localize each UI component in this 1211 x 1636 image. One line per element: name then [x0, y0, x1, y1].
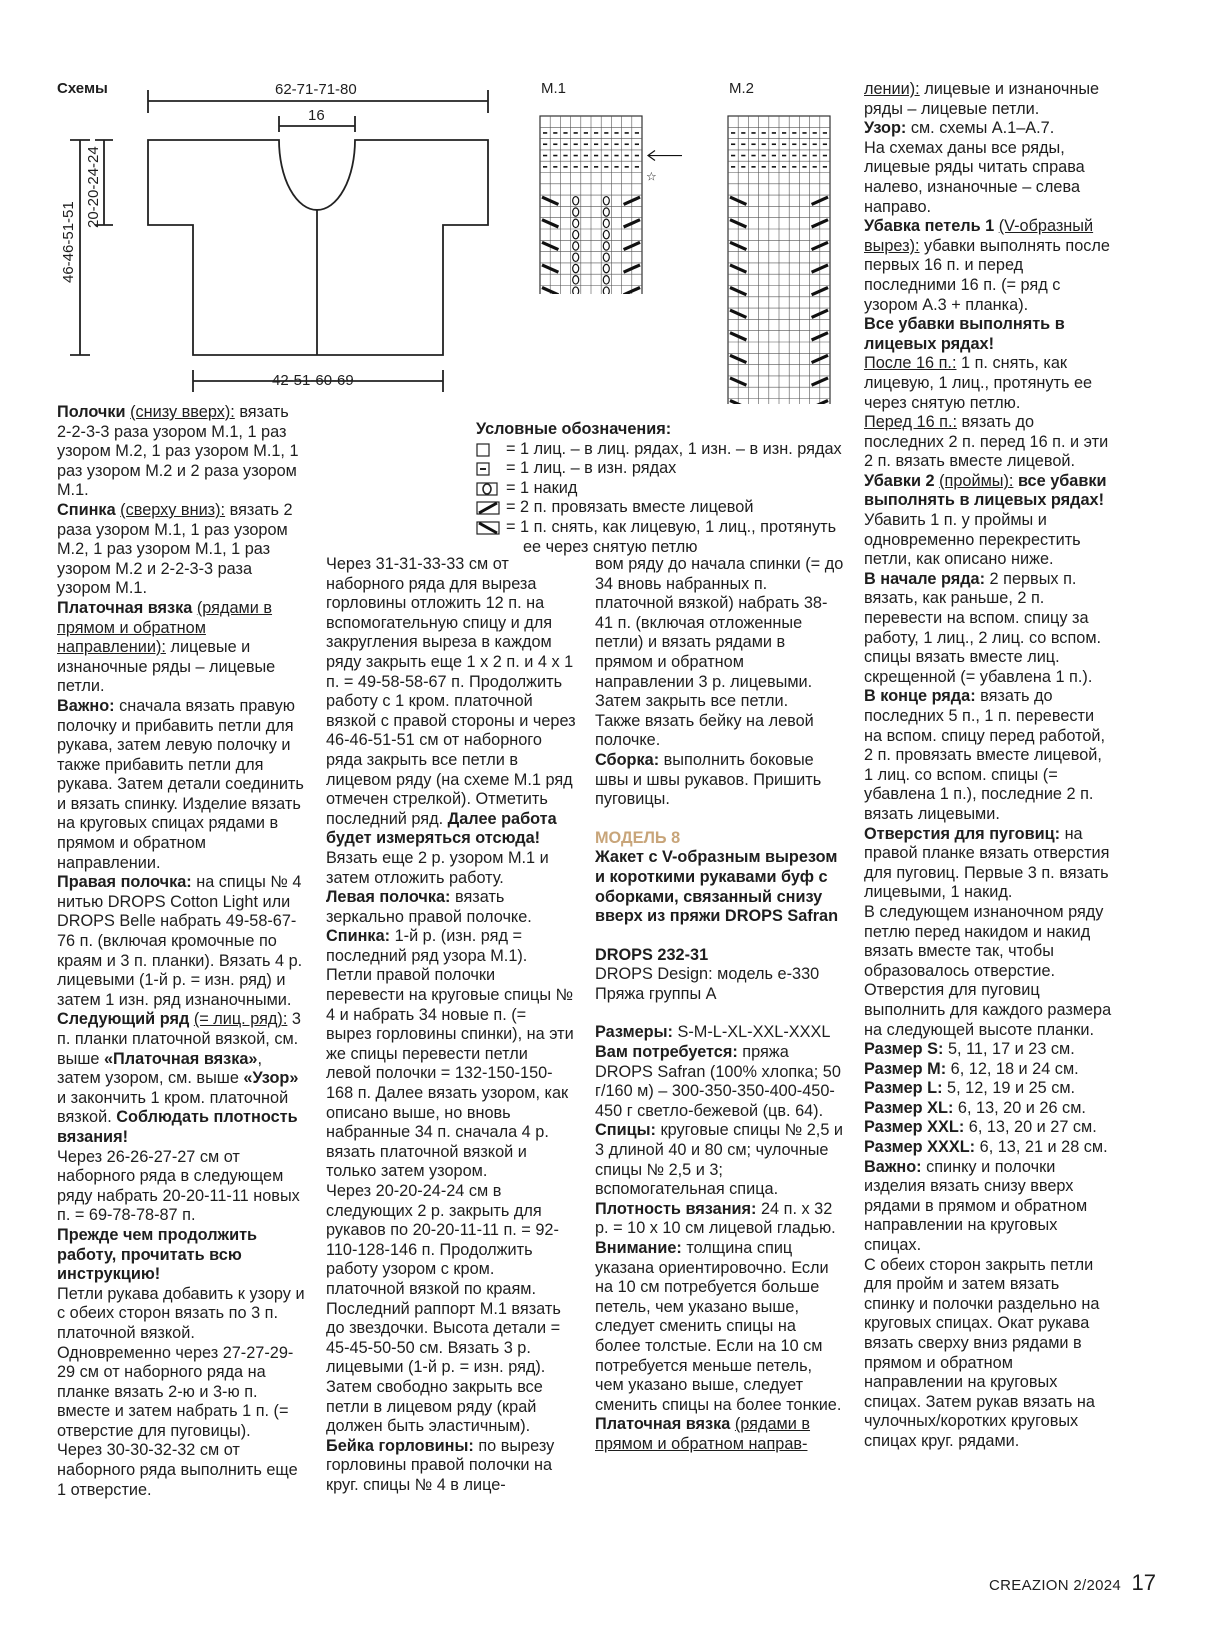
- model-code: DROPS 232-31: [595, 945, 709, 964]
- yarn-group: Пряжа группы A: [595, 984, 717, 1003]
- col1-paragraph: Важно: сначала вязать правую полочку и прибавить петли для рукава, затем левую полочку и также прибавить петли для рукава. Затем детали соединить и вязать спинку. Изделие вязать на круговых спицах рядами в прямом и обратном направлении.: [57, 696, 304, 872]
- col4-paragraph: Размер M: 6, 12, 18 и 24 см.: [864, 1059, 1079, 1078]
- col3b-paragraph: Внимание: толщина спиц указана ориентировочно. Если на 10 см потребуется больше петель, чем указано выше, следует сменить спицы на более толстые. Если на 10 см потребуется меньше петель, чем указано выше, следует сменить спицы на более тонкие.: [595, 1239, 842, 1414]
- col4-paragraph: Перед 16 п.: вязать до последних 2 п. перед 16 п. и эти 2 п. вязать вместе лицевой.: [864, 413, 1109, 471]
- col4-paragraph: Отверстия для пуговиц: на правой планке вязать отверстия для пуговиц. Первые 3 п. вязать лицевыми, 1 накид.: [864, 824, 1110, 902]
- model-design: DROPS Design: модель e-330: [595, 965, 820, 984]
- yarn-over-mark: [603, 230, 609, 238]
- yarn-over-mark: [603, 264, 609, 272]
- text-column-2: [326, 555, 576, 1496]
- yarn-over-mark: [603, 276, 609, 284]
- chart-m2-label: M.2: [729, 80, 755, 97]
- col4-paragraph: Отверстия для пуговиц выполнить для каждого размера на следующей высоте планки.: [864, 981, 1112, 1039]
- yarn-over-mark: [573, 287, 579, 294]
- col4-paragraph: Узор: см. схемы A.1–A.7.: [864, 119, 1055, 138]
- k2tog-icon: [476, 501, 500, 515]
- yarn-over-mark: [573, 197, 579, 205]
- armhole-height-label: 20-20-24-24: [85, 146, 102, 228]
- yarn-over-mark: [573, 242, 579, 250]
- dash-square-icon: [476, 462, 500, 476]
- yarn-over-mark: [603, 219, 609, 227]
- col4-paragraph: Убавки 2 (проймы): все убавки выполнять в лицевых рядах!: [864, 471, 1107, 510]
- chart-m2: [726, 104, 836, 404]
- col4-paragraph: На схемах даны все ряды, лицевые ряды читать справа налево, изнаночные – слева направо.: [864, 138, 1085, 216]
- yarn-over-mark: [603, 253, 609, 261]
- model-title: МОДЕЛЬ 8: [595, 828, 681, 847]
- col4-paragraph: В конце ряда: вязать до последних 5 п., 1 п. перевести на вспом. спицу перед работой, 2 п. провязать вместе лицевой, 1 лиц. со вспом. спицы (= убавлена 1 п.), последние 2 п. вязать лицевыми.: [864, 687, 1106, 823]
- col2-paragraph: Через 20-20-24-24 см в следующих 2 р. закрыть для рукавов по 20-20-11-11 п. = 92-110-128-146 п. Продолжить работу узором с кром. платочной вязкой по краям. Последний раппорт М.1 вязать до звездочки. Высота детали = 45-45-50-50 см. Вязать 3 р. лицевыми (1-й р. = изн. ряд). Затем свободно закрыть все петли в лицевом ряду (край должен быть эластичным).: [326, 1182, 561, 1436]
- col3b-paragraph: Вам потребуется: пряжа DROPS Safran (100% хлопка; 50 г/160 м) – 300-350-350-400-450-450 г светло-бежевой (цв. 64).: [595, 1043, 841, 1120]
- text-column-4: [864, 80, 1114, 1452]
- col1-paragraph: Следующий ряд (= лиц. ряд): 3 п. планки платочной вязкой, см. выше «Платочная вязка», затем узором, см. выше «Узор» и закончить 1 кром. платочной вязкой. Соблюдать плотность вязания!: [57, 1010, 301, 1146]
- star-mark: ☆: [646, 169, 657, 184]
- col4-paragraph: Размер XXL: 6, 13, 20 и 27 см.: [864, 1118, 1097, 1137]
- col3b-paragraph: Спицы: круговые спицы № 2,5 и 3 длиной 40 и 80 см; чулочные спицы № 2,5 и 3; вспомогательная спица.: [595, 1121, 844, 1199]
- col4-paragraph: Убавить 1 п. у проймы и одновременно перекрестить петли, как описано ниже.: [864, 511, 1081, 569]
- col1-paragraph: Через 26-26-27-27 см от наборного ряда в следующем ряду набрать 20-20-11-11 новых п. = 69-78-78-87 п.: [57, 1147, 300, 1225]
- yarn-over-mark: [573, 208, 579, 216]
- col1-paragraph: Прежде чем продолжить работу, прочитать всю инструкцию!: [57, 1225, 258, 1284]
- col4-paragraph: Размер S: 5, 11, 17 и 23 см.: [864, 1040, 1075, 1059]
- col4-paragraph: Размер L: 5, 12, 19 и 25 см.: [864, 1079, 1076, 1098]
- legend-title: Условные обозначения:: [476, 420, 672, 438]
- neck-width-label: 16: [308, 107, 325, 124]
- col1-paragraph: Полочки (снизу вверх): вязать 2-2-3-3 раза узором М.1, 1 раз узором М.2, 1 раз узором М.1, 1 раз узором М.2 и 2 раза узором М.1.: [57, 403, 299, 500]
- legend-item-skp-cont: ее через снятую петлю: [523, 537, 698, 556]
- col1-paragraph: Петли рукава добавить к узору и с обеих сторон вязать по 3 п. платочной вязкой. Одновременно через 27-27-29-29 см от наборного ряда на планке вязать 2-ю и 3-ю п. вместе и затем набрать 1 п. (= отверстие для пуговицы).: [57, 1284, 305, 1440]
- garment-schematic: [0, 0, 520, 410]
- col4-paragraph: После 16 п.: 1 п. снять, как лицевую, 1 лиц., протянуть ее через снятую петлю.: [864, 354, 1093, 412]
- legend-item-k2tog: = 2 п. провязать вместе лицевой: [476, 498, 842, 518]
- col2-paragraph: Бейка горловины: по вырезу горловины правой полочки на круг. спицы № 4 в лице-: [326, 1436, 555, 1494]
- col4-paragraph: Размер XL: 6, 13, 20 и 26 см.: [864, 1098, 1086, 1117]
- col3-paragraph: Также вязать бейку на левой полочке.: [595, 711, 814, 750]
- total-height-label: 46-46-51-51: [60, 201, 77, 283]
- yarn-over-mark: [603, 197, 609, 205]
- col4-paragraph: лении): лицевые и изнаночные ряды – лицевые петли.: [864, 80, 1100, 118]
- col3-paragraph: Сборка: выполнить боковые швы и швы рукавов. Пришить пуговицы.: [595, 750, 822, 809]
- col4-paragraph: В следующем изнаночном ряду петлю перед накидом и накид вязать вместе так, чтобы образовалось отверстие.: [864, 902, 1104, 980]
- yarn-over-mark: [573, 219, 579, 227]
- chart-m1-label: M.1: [541, 80, 567, 97]
- col2-paragraph: Левая полочка: вязать зеркально правой полочке.: [326, 888, 532, 926]
- page-footer: [989, 1570, 1156, 1596]
- col2-paragraph: Спинка: 1-й р. (изн. ряд = последний ряд узора М.1). Петли правой полочки перевести на круговые спицы № 4 и набрать 34 новые п. (= вырез горловины спинки), на эти же спицы перевести петли левой полочки = 132-150-150-168 п. Далее вязать узором, как описано выше, но вновь набранные 34 п. сначала 4 р. вязать платочной вязкой и только затем узором.: [326, 927, 574, 1181]
- yarn-over-mark: [603, 208, 609, 216]
- yarn-over-mark: [573, 276, 579, 284]
- col4-paragraph: Убавка петель 1 (V-образный вырез): убавки выполнять после первых 16 п. и перед последними 16 п. (= ряд с узором A.3 + планка).: [864, 217, 1110, 314]
- legend-item-knit: = 1 лиц. – в лиц. рядах, 1 изн. – в изн. рядах: [476, 440, 842, 460]
- col4-paragraph: Размер XXXL: 6, 13, 21 и 28 см.: [864, 1138, 1108, 1157]
- yarn-over-mark: [603, 242, 609, 250]
- col3-paragraph: вом ряду до начала спинки (= до 34 вновь набранных п. платочной вязкой) набрать 38-41 п. (включая отложенные петли) и вязать рядами в прямом и обратном направлении 3 р. лицевыми. Затем закрыть все петли.: [595, 555, 844, 711]
- yarn-over-mark: [573, 253, 579, 261]
- top-width-label: 62-71-71-80: [275, 81, 357, 98]
- col3b-paragraph: Платочная вязка (рядами в прямом и обратном направ-: [595, 1415, 811, 1453]
- yarn-over-mark: [573, 264, 579, 272]
- skp-icon: [476, 521, 500, 535]
- col3b-paragraph: Размеры: S-M-L-XL-XXL-XXXL: [595, 1023, 831, 1042]
- empty-square-icon: [476, 443, 500, 457]
- text-column-1: [57, 403, 307, 1500]
- yarn-over-icon: [476, 482, 500, 496]
- col1-paragraph: Правая полочка: на спицы № 4 нитью DROPS Cotton Light или DROPS Belle набрать 49-58-67-76 п. (включая кромочные по краям и 3 п. планки). Вязать 4 р. лицевыми (1-й р. = изн. ряд) и затем 1 изн. ряд изнаночными.: [57, 873, 303, 1009]
- legend: [476, 420, 842, 557]
- legend-item-yarn-over: = 1 накид: [476, 479, 842, 499]
- col3b-paragraph: Плотность вязания: 24 п. х 32 р. = 10 х 10 см лицевой гладью.: [595, 1199, 836, 1238]
- yarn-over-mark: [603, 287, 609, 294]
- model-subtitle: Жакет с V-образным вырезом и короткими рукавами буф с оборками, связанный снизу вверх из пряжи DROPS Safran: [595, 848, 839, 926]
- col4-paragraph: Все убавки выполнять в лицевых рядах!: [864, 315, 1065, 353]
- magazine-issue: CREAZION 2/2024: [989, 1577, 1122, 1594]
- legend-item-skp: = 1 п. снять, как лицевую, 1 лиц., протянуть: [476, 518, 842, 538]
- chart-m1: [538, 104, 688, 294]
- col4-paragraph: Важно: спинку и полочки изделия вязать снизу вверх рядами в прямом и обратном направлении на круговых спицах.: [864, 1157, 1088, 1255]
- legend-item-purl-row-knit: = 1 лиц. – в изн. рядах: [476, 459, 842, 479]
- col2-paragraph: Через 31-31-33-33 см от наборного ряда для выреза горловины отложить 12 п. на вспомогательную спицу и для закругления выреза в каждом ряду закрыть еще 1 х 2 п. и 4 х 1 п. = 49-58-58-67 п. Продолжить работу с 1 кром. платочной вязкой с правой стороны и через 46-46-51-51 см от наборного ряда закрыть все петли в лицевом ряду (на схеме М.1 ряд отмечен стрелкой). Отметить последний ряд. Далее работа будет измеряться отсюда! Вязать еще 2 р. узором М.1 и затем отложить работу.: [326, 555, 576, 887]
- col4-paragraph: В начале ряда: 2 первых п. вязать, как раньше, 2 п. перевести на вспом. спицу за работу, 1 лиц., 2 лиц. со вспом. спицы вязать вместе лиц. скрещенной (= убавлена 1 п.).: [864, 569, 1102, 686]
- col1-paragraph: Спинка (сверху вниз): вязать 2 раза узором М.1, 1 раз узором М.2, 1 раз узором М.1, 1 раз узором М.2 и 2-2-3-3 раза узором М.1.: [57, 500, 293, 598]
- col1-paragraph: Через 30-30-32-32 см от наборного ряда выполнить еще 1 отверстие.: [57, 1441, 298, 1499]
- yarn-over-mark: [573, 230, 579, 238]
- text-column-3: [595, 555, 845, 1455]
- col4-paragraph: С обеих сторон закрыть петли для пройм и затем вязать спинку и полочки раздельно на круговых спицах. Окат рукава вязать сверху вниз рядами в прямом и обратном направлении на круговых спицах. Затем рукав вязать на чулочных/коротких круговых спицах круг. рядами.: [864, 1255, 1100, 1450]
- page-number: 17: [1131, 1570, 1156, 1595]
- col1-paragraph: Платочная вязка (рядами в прямом и обратном направлении): лицевые и изнаночные ряды – лицевые петли.: [57, 598, 276, 696]
- bottom-width-label: 42-51-60-69: [272, 372, 354, 389]
- schemes-title: Схемы: [57, 80, 108, 97]
